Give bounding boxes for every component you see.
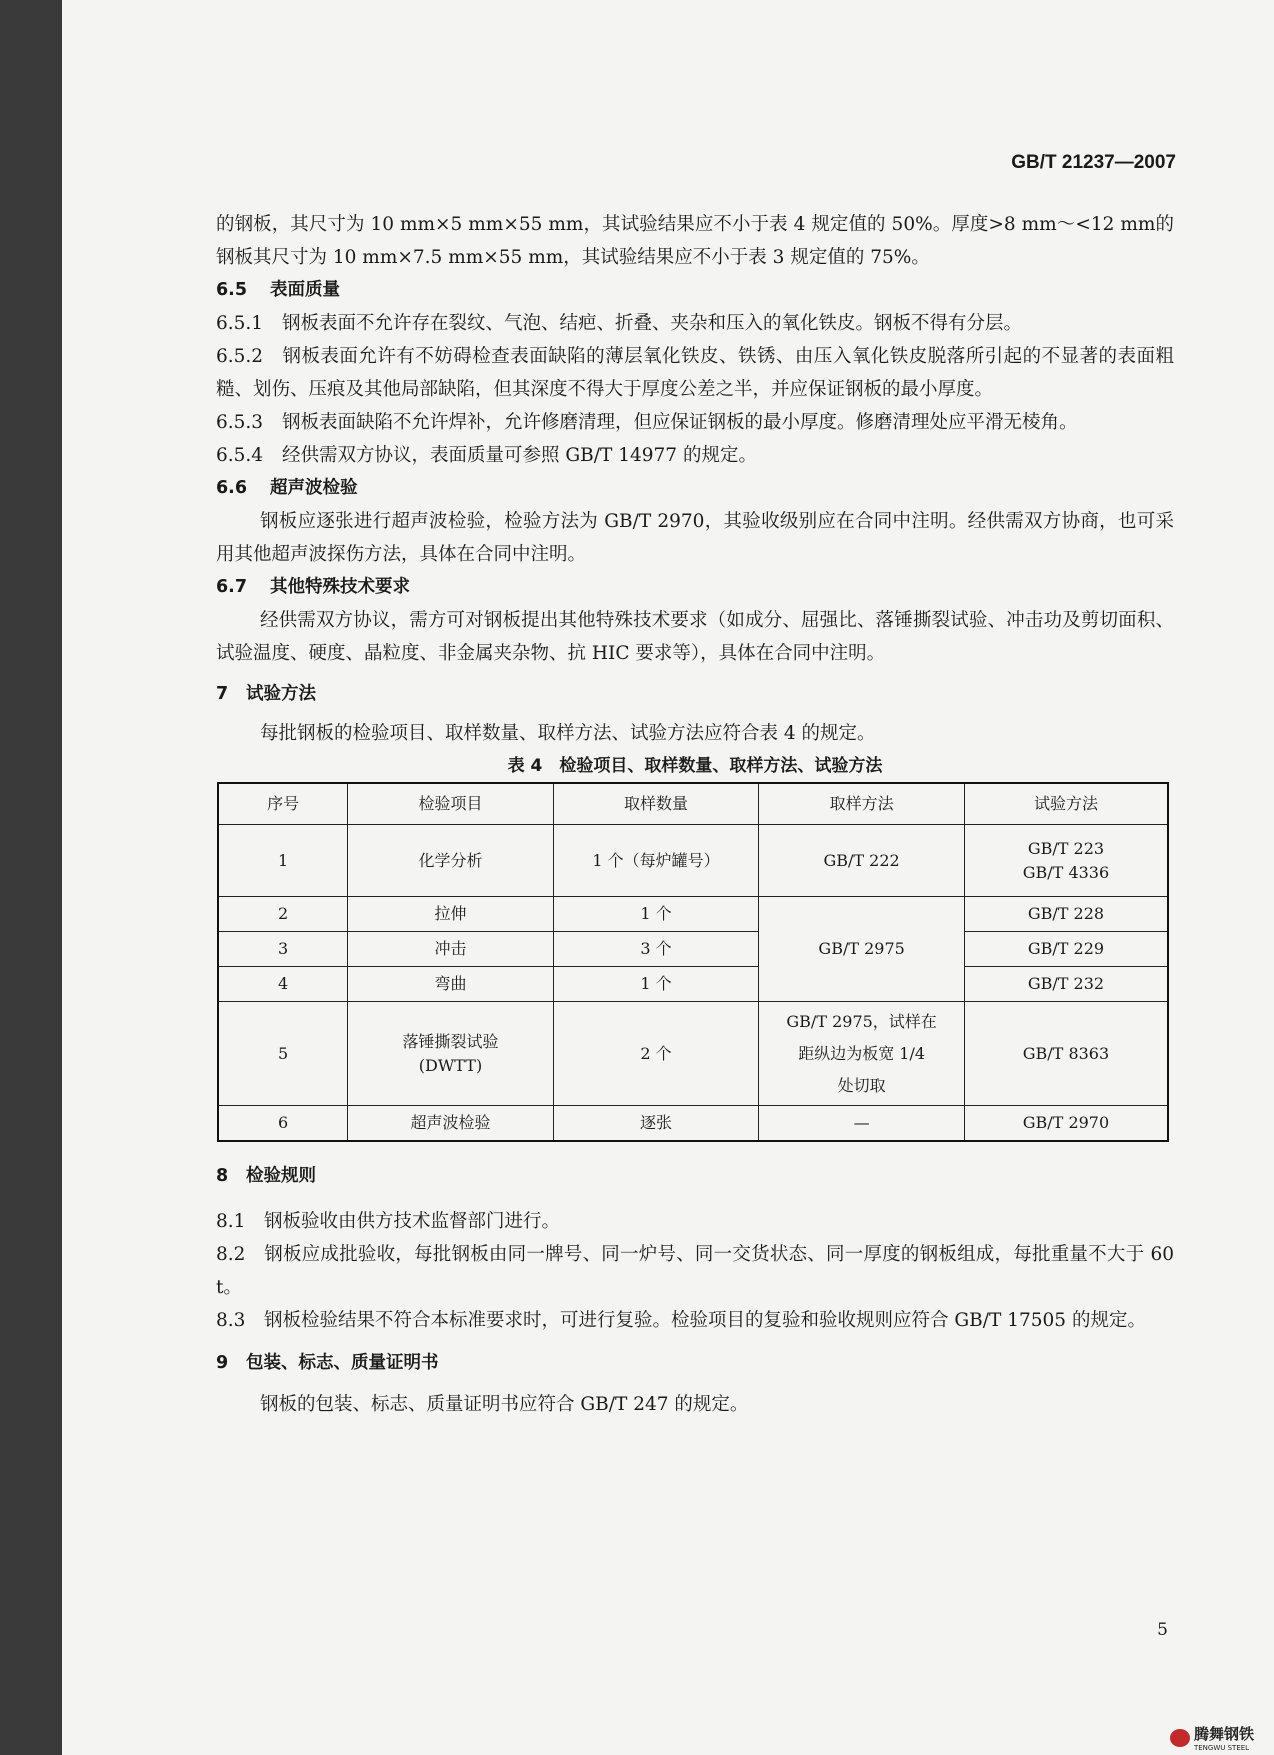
clause-number: 6.5.3 bbox=[216, 412, 264, 433]
standard-code: GB/T 21237—2007 bbox=[1011, 152, 1176, 173]
header-cell: 检验项目 bbox=[348, 783, 554, 825]
table-4-caption: 表 4 检验项目、取样数量、取样方法、试验方法 bbox=[507, 756, 883, 776]
section-7-heading: 7 试验方法 bbox=[216, 684, 316, 704]
section-6-6-text: 钢板应逐张进行超声波检验，检验方法为 GB/T 2970，其验收级别应在合同中注明。经供需双方协商，也可采用其他超声波探伤方法，具体在合同中注明。 bbox=[216, 511, 1174, 565]
clause-8-2: 8.2 钢板应成批验收，每批钢板由同一牌号、同一炉号、同一交货状态、同一厚度的钢板组成，每批重量不大于 60 t。 bbox=[216, 1238, 1174, 1304]
clause-number: 8.1 bbox=[216, 1210, 246, 1232]
table-row: 5 落锤撕裂试验 (DWTT) 2 个 GB/T 2975，试样在 距纵边为板宽 1/4 处切取 GB/T 8363 bbox=[218, 1002, 1168, 1106]
table-4 bbox=[217, 782, 1169, 1142]
clause-6-5-3: 6.5.3 钢板表面缺陷不允许焊补，允许修磨清理，但应保证钢板的最小厚度。修磨清理处应平滑无棱角。 bbox=[216, 406, 1174, 439]
section-6-7-heading: 6.7 其他特殊技术要求 bbox=[216, 577, 410, 597]
section-8-heading: 8 检验规则 bbox=[216, 1165, 316, 1186]
clause-number: 8.2 bbox=[216, 1243, 246, 1265]
page-number: 5 bbox=[1157, 1620, 1168, 1640]
section-7-text: 每批钢板的检验项目、取样数量、取样方法、试验方法应符合表 4 的规定。 bbox=[260, 723, 876, 744]
clause-6-5-2: 6.5.2 钢板表面允许有不妨碍检查表面缺陷的薄层氧化铁皮、铁锈、由压入氧化铁皮脱落所引起的不显著的表面粗糙、划伤、压痕及其他局部缺陷，但其深度不得大于厚度公差之半，并应保证钢板的最小厚度。 bbox=[216, 340, 1174, 406]
clause-number: 6.5.4 bbox=[216, 445, 264, 466]
header-cell: 试验方法 bbox=[964, 783, 1168, 825]
section-9-heading: 9 包装、标志、质量证明书 bbox=[216, 1352, 439, 1373]
intro-paragraph: 的钢板，其尺寸为 10 mm×5 mm×55 mm，其试验结果应不小于表 4 规定值的 50%。厚度>8 mm～<12 mm的钢板其尺寸为 10 mm×7.5 mm×55 mm，其试验结果应不小于表 3 规定值的 75%。 bbox=[216, 214, 1174, 268]
table-row: 4 弯曲 1 个 GB/T 232 bbox=[218, 967, 1168, 1002]
watermark-logo: 腾舞钢铁 TENGWU STEEL bbox=[1170, 1723, 1254, 1752]
section-6-6-heading: 6.6 超声波检验 bbox=[216, 478, 358, 498]
table-row: 3 冲击 3 个 GB/T 229 bbox=[218, 932, 1168, 967]
section-9-text: 钢板的包装、标志、质量证明书应符合 GB/T 247 的规定。 bbox=[260, 1393, 749, 1415]
header-cell: 取样数量 bbox=[553, 783, 759, 825]
table-row: 6 超声波检验 逐张 — GB/T 2970 bbox=[218, 1106, 1168, 1141]
shared-method-cell: GB/T 2975 bbox=[759, 897, 965, 1002]
document-body bbox=[216, 208, 1174, 1421]
table-header-row bbox=[218, 783, 1168, 825]
table-row: 2 拉伸 1 个 GB/T 2975 GB/T 228 bbox=[218, 897, 1168, 932]
section-6-7-text: 经供需双方协议，需方可对钢板提出其他特殊技术要求（如成分、屈强比、落锤撕裂试验、冲击功及剪切面积、试验温度、硬度、晶粒度、非金属夹杂物、抗 HIC 要求等），具体在合同中注明。 bbox=[216, 610, 1174, 664]
clause-6-5-4: 6.5.4 经供需双方协议，表面质量可参照 GB/T 14977 的规定。 bbox=[216, 439, 1174, 472]
clause-8-3: 8.3 钢板检验结果不符合本标准要求时，可进行复验。检验项目的复验和验收规则应符合 GB/T 17505 的规定。 bbox=[216, 1304, 1174, 1337]
header-cell: 序号 bbox=[218, 783, 348, 825]
clause-6-5-1: 6.5.1 钢板表面不允许存在裂纹、气泡、结疤、折叠、夹杂和压入的氧化铁皮。钢板不得有分层。 bbox=[216, 307, 1174, 340]
logo-icon bbox=[1170, 1729, 1190, 1747]
table-row: 1 化学分析 1 个（每炉罐号） GB/T 222 GB/T 223 GB/T 4336 bbox=[218, 825, 1168, 897]
clause-number: 8.3 bbox=[216, 1309, 246, 1331]
clause-number: 6.5.2 bbox=[216, 346, 264, 367]
section-6-5-heading: 6.5 表面质量 bbox=[216, 280, 340, 300]
clause-8-1: 8.1 钢板验收由供方技术监督部门进行。 bbox=[216, 1205, 1174, 1238]
header-cell: 取样方法 bbox=[759, 783, 965, 825]
clause-number: 6.5.1 bbox=[216, 313, 264, 334]
